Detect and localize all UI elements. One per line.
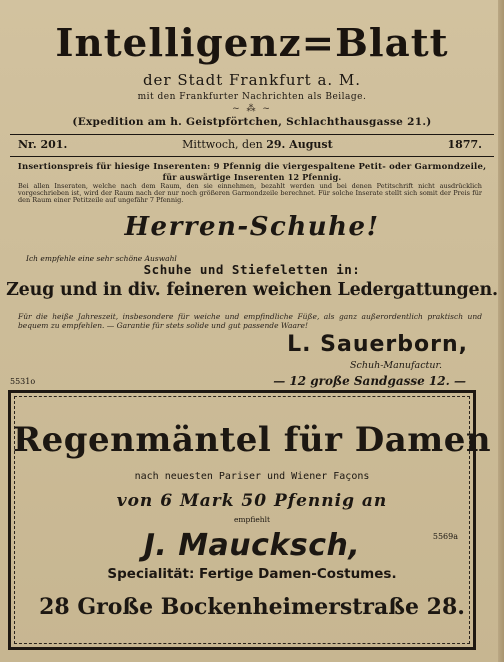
ad2-code: 5569a (432, 532, 458, 541)
ad1-seller: L. Sauerborn, (287, 332, 468, 357)
ad1-description: Für die heiße Jahreszeit, insbesondere für weiche und empfindliche Füße, als ganz außerordentlich praktisch und bequem zu empfehlen. — Garantie für stets solide und gut passende Waare! (18, 312, 482, 330)
ad1-trade: Schuh-Manufactur. (350, 360, 442, 371)
issue-date-day: 29. August (266, 138, 333, 151)
insertion-price-foreign: für auswärtige Inserenten 12 Pfennig. (162, 172, 342, 182)
ad1-title: Herren-Schuhe! (124, 212, 380, 242)
issue-date (182, 138, 333, 151)
dateline (18, 138, 482, 151)
ad2-title: Regenmäntel für Damen (12, 420, 492, 460)
masthead-expedition: (Expedition am h. Geistpförtchen, Schlachthausgasse 21.) (72, 116, 432, 128)
issue-year: 1877. (447, 138, 482, 151)
ad1-code: 5531o (10, 377, 36, 386)
ad2-address: 28 Große Bockenheimerstraße 28. (39, 594, 465, 620)
ad2-price: von 6 Mark 50 Pfennig an (116, 491, 388, 511)
ad1-materials: Zeug und in div. feineren weichen Ledergattungen. (6, 280, 498, 300)
issue-date-prefix: Mittwoch, den (182, 138, 263, 151)
masthead-supplement: mit den Frankfurter Nachrichten als Beilage. (137, 92, 367, 102)
ad1-address: — 12 große Sandgasse 12. — (273, 374, 466, 388)
insertion-fine-print: Bei allen Inseraten, welche nach dem Raum, den sie einnehmen, bezahlt werden und bei denen Petitschrift nicht ausdrücklich vorgeschrieben ist, wird der Raum nach der nur noch größeren Garmondzeile berechnet. Für solche Inserate stellt sich somit der Preis für den Raum einer Petitzeile auf ungefähr 7 Pfennig. (18, 182, 482, 204)
rule-top (10, 134, 494, 135)
masthead-title: Intelligenz=Blatt (55, 20, 449, 65)
page-edge (498, 0, 504, 662)
ornament-divider: ~ ⁂ ~ (232, 104, 272, 114)
ad2-seller: J. Maucksch, (143, 528, 361, 563)
rule-bottom (10, 156, 494, 157)
ad2-fashion-line: nach neuesten Pariser und Wiener Façons (134, 471, 370, 482)
ad2-specialty: Specialität: Fertige Damen-Costumes. (107, 566, 397, 582)
ad2-recommended: empfiehlt (233, 515, 271, 524)
ad1-products: Schuhe und Stiefeletten in: (143, 262, 361, 277)
insertion-price: Insertionspreis für hiesige Inserenten: 9 Pfennig die viergespaltene Petit- oder Garmondzeile, (17, 162, 487, 172)
masthead-city: der Stadt Frankfurt a. M. (142, 71, 362, 89)
issue-number: Nr. 201. (18, 138, 68, 151)
ad1-recommend: Ich empfehle eine sehr schöne Auswahl (26, 254, 177, 263)
